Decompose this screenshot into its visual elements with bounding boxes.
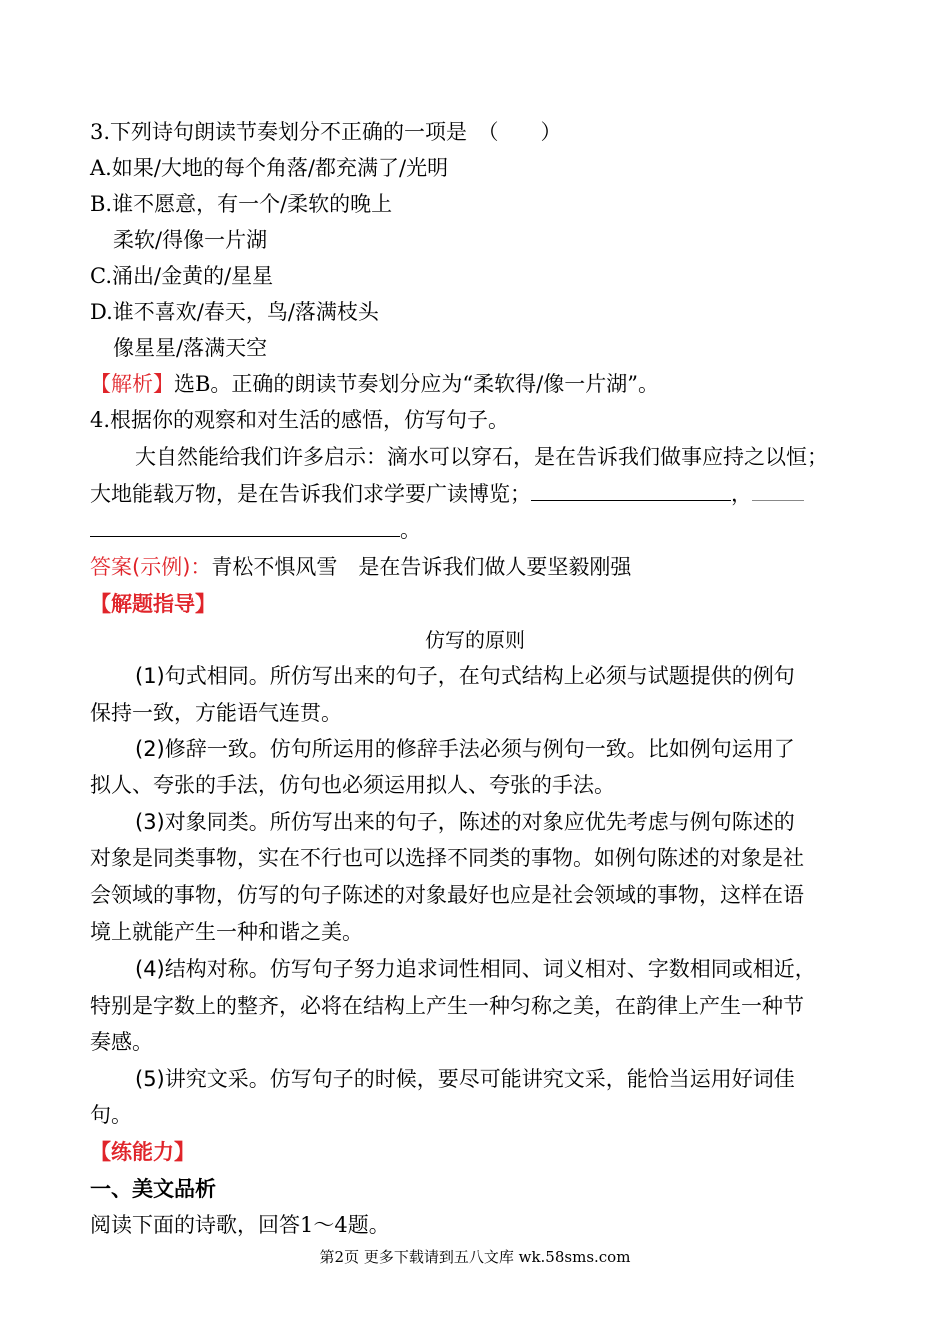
q4-example-line2 bbox=[90, 480, 804, 508]
q3-option-d-line1: D.谁不喜欢/春天，鸟/落满枝头 bbox=[90, 300, 379, 324]
q3-option-d-line2: 像星星/落满天空 bbox=[113, 336, 268, 360]
guide-title: 仿写的原则 bbox=[425, 628, 525, 652]
guide-p3-line1: (3)对象同类。所仿写出来的句子，陈述的对象应优先考虑与例句陈述的 bbox=[135, 810, 795, 834]
answer-label: 答案(示例)： bbox=[90, 555, 212, 579]
guide-p3-line2: 对象是同类事物，实在不行也可以选择不同类的事物。如例句陈述的对象是社 bbox=[90, 846, 804, 870]
answer-text: 青松不惧风雪 是在告诉我们做人要坚毅刚强 bbox=[211, 555, 632, 579]
guide-tag: 【解题指导】 bbox=[90, 591, 216, 616]
q4-stem: 4.根据你的观察和对生活的感悟，仿写句子。 bbox=[90, 408, 510, 432]
guide-p2-line1: (2)修辞一致。仿句所运用的修辞手法必须与例句一致。比如例句运用了 bbox=[135, 737, 795, 761]
q3-option-a: A.如果/大地的每个角落/都充满了/光明 bbox=[90, 156, 449, 180]
q3-analysis bbox=[90, 370, 659, 398]
analysis-tag: 【解析】 bbox=[90, 372, 174, 396]
answer-blank-1[interactable] bbox=[531, 480, 731, 501]
answer-blank-2-start[interactable] bbox=[752, 480, 804, 501]
q3-option-b-line1: B.谁不愿意，有一个/柔软的晚上 bbox=[90, 192, 393, 216]
q4-example-line1: 大自然能给我们许多启示：滴水可以穿石，是在告诉我们做事应持之以恒； bbox=[135, 445, 828, 469]
reading-instruction: 阅读下面的诗歌，回答1～4题。 bbox=[90, 1213, 390, 1237]
guide-p1-line2: 保持一致，方能语气连贯。 bbox=[90, 701, 342, 725]
guide-p2-line2: 拟人、夸张的手法，仿句也必须运用拟人、夸张的手法。 bbox=[90, 773, 615, 797]
q3-option-c: C.涌出/金黄的/星星 bbox=[90, 264, 274, 288]
q4-answer bbox=[90, 553, 631, 581]
guide-p5-line2: 句。 bbox=[90, 1103, 132, 1127]
section-heading: 一、美文品析 bbox=[90, 1176, 216, 1201]
guide-p4-line2: 特别是字数上的整齐，必将在结构上产生一种匀称之美，在韵律上产生一种节 bbox=[90, 994, 804, 1018]
q3-stem: 3.下列诗句朗读节奏划分不正确的一项是 （ ） bbox=[90, 120, 562, 144]
guide-p5-line1: (5)讲究文采。仿写句子的时候，要尽可能讲究文采，能恰当运用好词佳 bbox=[135, 1067, 795, 1091]
page-footer: 第2页 更多下载请到五八文库 wk.58sms.com bbox=[319, 1248, 631, 1266]
practice-tag: 【练能力】 bbox=[90, 1139, 195, 1164]
guide-p3-line3: 会领域的事物，仿写的句子陈述的对象最好也应是社会领域的事物，这样在语 bbox=[90, 883, 804, 907]
q3-option-b-line2: 柔软/得像一片湖 bbox=[113, 228, 268, 252]
q4-comma: ， bbox=[731, 482, 752, 506]
guide-p3-line4: 境上就能产生一种和谐之美。 bbox=[90, 920, 363, 944]
q4-period: 。 bbox=[400, 518, 421, 542]
q4-answer-blank-line bbox=[90, 516, 421, 544]
analysis-text: 选B。正确的朗读节奏划分应为“柔软得/像一片湖”。 bbox=[174, 372, 659, 396]
answer-blank-2-end[interactable] bbox=[90, 516, 400, 537]
guide-p1-line1: (1)句式相同。所仿写出来的句子，在句式结构上必须与试题提供的例句 bbox=[135, 664, 795, 688]
guide-p4-line3: 奏感。 bbox=[90, 1030, 153, 1054]
q4-example-text: 大地能载万物，是在告诉我们求学要广读博览； bbox=[90, 482, 531, 506]
guide-p4-line1: (4)结构对称。仿写句子努力追求词性相同、词义相对、字数相同或相近， bbox=[135, 957, 816, 981]
